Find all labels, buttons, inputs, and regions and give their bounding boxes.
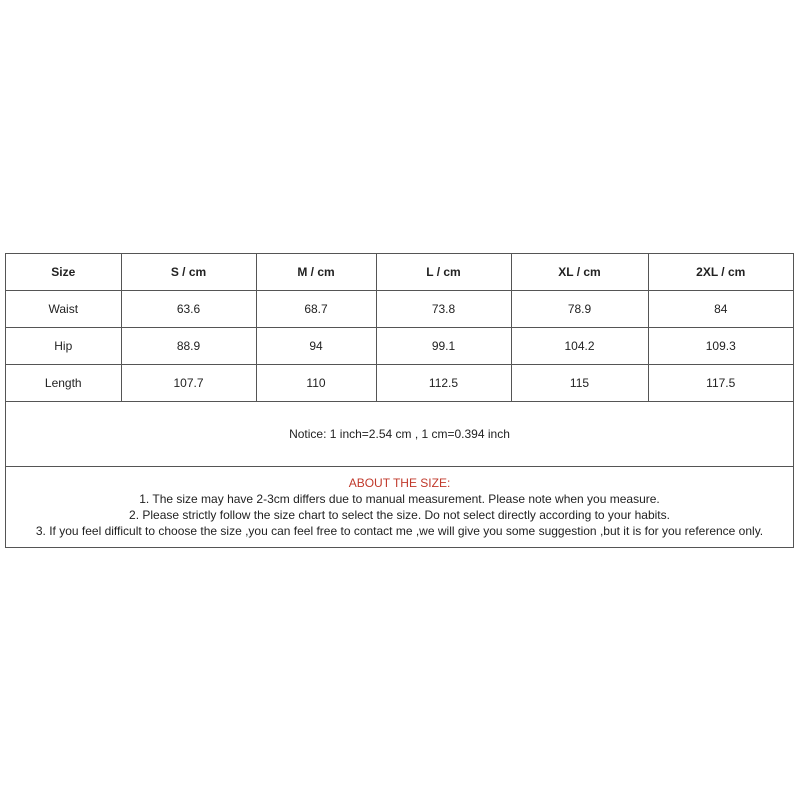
about-line: 3. If you feel difficult to choose the size ,you can feel free to contact me ,we will give you some suggestion ,but it is for you reference only. — [35, 524, 764, 538]
table-cell: 110 — [256, 365, 376, 402]
table-cell: 117.5 — [648, 365, 793, 402]
row-label-waist: Waist — [6, 291, 121, 328]
notice-text: Notice: 1 inch=2.54 cm , 1 cm=0.394 inch — [289, 427, 510, 441]
table-cell: 109.3 — [648, 328, 793, 365]
table-cell: 99.1 — [376, 328, 511, 365]
header-s: S / cm — [121, 254, 256, 291]
size-table — [6, 254, 793, 402]
header-xl: XL / cm — [511, 254, 648, 291]
table-cell: 112.5 — [376, 365, 511, 402]
about-size-section — [6, 467, 793, 539]
header-2xl: 2XL / cm — [648, 254, 793, 291]
header-l: L / cm — [376, 254, 511, 291]
about-line: 1. The size may have 2-3cm differs due to manual measurement. Please note when you measure. — [139, 492, 660, 506]
table-cell: 115 — [511, 365, 648, 402]
table-cell: 78.9 — [511, 291, 648, 328]
row-label-length: Length — [6, 365, 121, 402]
table-row — [6, 365, 793, 402]
table-row — [6, 291, 793, 328]
row-label-hip: Hip — [6, 328, 121, 365]
table-cell: 68.7 — [256, 291, 376, 328]
size-chart — [5, 253, 794, 548]
table-header-row — [6, 254, 793, 291]
header-size: Size — [6, 254, 121, 291]
table-cell: 107.7 — [121, 365, 256, 402]
table-cell: 63.6 — [121, 291, 256, 328]
notice-row — [6, 402, 793, 467]
table-cell: 73.8 — [376, 291, 511, 328]
table-cell: 84 — [648, 291, 793, 328]
table-cell: 88.9 — [121, 328, 256, 365]
table-cell: 94 — [256, 328, 376, 365]
header-m: M / cm — [256, 254, 376, 291]
table-cell: 104.2 — [511, 328, 648, 365]
about-size-title: ABOUT THE SIZE: — [348, 476, 451, 490]
table-row — [6, 328, 793, 365]
about-line: 2. Please strictly follow the size chart to select the size. Do not select directly according to your habits. — [129, 508, 670, 522]
